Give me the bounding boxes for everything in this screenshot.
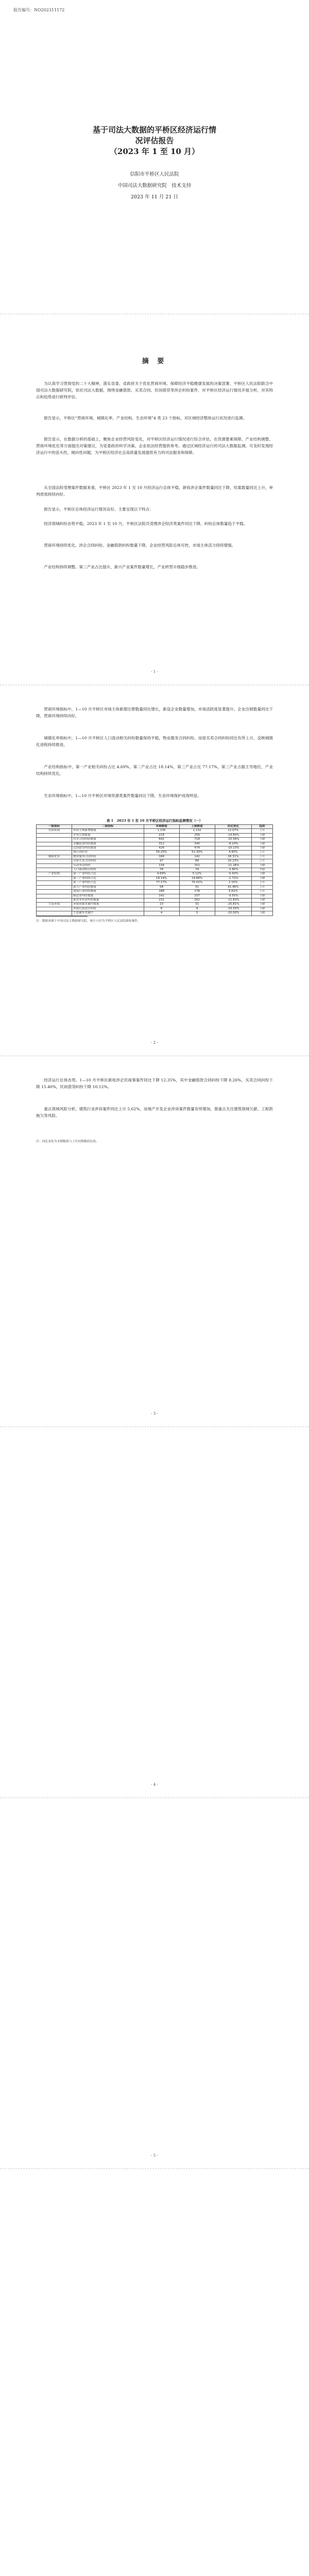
table-cell: 218 bbox=[144, 833, 179, 837]
content-page bbox=[0, 1798, 309, 2169]
content-page bbox=[0, 1427, 309, 1798]
table-row bbox=[37, 842, 273, 846]
table-cell: 231 bbox=[144, 898, 179, 902]
table-cell: 5.62% bbox=[215, 890, 251, 894]
table-cell bbox=[37, 838, 72, 842]
table-cell: 下降 bbox=[252, 907, 273, 911]
table-cell: 18.14% bbox=[144, 876, 179, 880]
table-cell: -11.83% bbox=[215, 898, 251, 902]
table-cell bbox=[37, 885, 72, 889]
table-cell: -9.55% bbox=[215, 894, 251, 898]
table-row bbox=[37, 898, 273, 902]
title-line-3: （2023 年 1 至 10 月） bbox=[109, 147, 200, 156]
table-cell: 下降 bbox=[252, 833, 273, 837]
table-row bbox=[37, 859, 273, 863]
table-row bbox=[37, 903, 273, 907]
title-line-2: 况评估报告 bbox=[135, 136, 174, 145]
table-cell: 157 bbox=[179, 894, 215, 898]
summary-page bbox=[0, 314, 309, 685]
table-row bbox=[37, 876, 273, 880]
table-cell: 第三产业纠纷占比 bbox=[72, 881, 144, 885]
page-number: - 2 - bbox=[151, 1041, 158, 1045]
table-cell: 营商环境 bbox=[37, 829, 72, 833]
table-row bbox=[37, 894, 273, 898]
body-paragraph: 生态环境指标中，1—10 月平桥区环境资源类案件数量同比下降，生态环境保护成效明显。 bbox=[44, 793, 201, 798]
table-row bbox=[37, 881, 273, 885]
body-paragraph: 产业结构指标中，第一产业相关纠纷占比 4.69%，第二产业占比 18.14%，第三产业占比 77.17%，第三产业占据主导地位，产业结构持续优化。 bbox=[36, 765, 273, 776]
table-cell bbox=[37, 876, 72, 880]
table-cell: 262 bbox=[179, 898, 215, 902]
table-cell bbox=[37, 898, 72, 902]
table-cell: 执行到位率 bbox=[72, 851, 144, 855]
summary-paragraph: 经济领域纠纷态势平稳。2023 年 1 至 10 月，平桥区法院共受理涉企经济类案件同比下降，纠纷总体数量趋于平稳。 bbox=[44, 521, 248, 526]
table-cell: 5 bbox=[179, 911, 215, 916]
table-cell: 新兴产业纠纷数量 bbox=[72, 885, 144, 889]
table-cell: 批发零售业纠纷数量 bbox=[72, 898, 144, 902]
table-cell: 75.02% bbox=[179, 881, 215, 885]
summary-paragraph: 产业结构持续调整。第三产业占比提升，新兴产业案件数量增长，产业转型升级稳步推进。 bbox=[44, 565, 200, 569]
table-cell: 12.07% bbox=[215, 829, 251, 833]
body-paragraph: 重点领域风险分析。建筑行业涉诉案件同比上升 5.62%，房地产开发企业涉诉案件数量有所增加，需重点关注建筑领域欠薪、工程款拖欠等风险。 bbox=[36, 1107, 273, 1118]
table-cell: 9 bbox=[179, 907, 215, 911]
org-court: 信阳市平桥区人民法院 bbox=[130, 172, 179, 177]
table-cell: 4.69% bbox=[144, 872, 179, 876]
table-row bbox=[37, 846, 273, 851]
org-support: 中国司法大数据研究院 技术支持 bbox=[117, 183, 192, 189]
table-cell: 下降 bbox=[252, 863, 273, 868]
table-cell: -0.43% bbox=[215, 872, 251, 876]
table-row bbox=[37, 855, 273, 859]
table-caption: 表 1 2023 年 1 至 10 月平桥区经济运行指标监测情况（一） bbox=[106, 819, 203, 823]
table-cell: -14.84% bbox=[215, 833, 251, 837]
table-cell: 168 bbox=[144, 855, 179, 859]
table-cell: 18.31% bbox=[215, 855, 251, 859]
table-row bbox=[37, 829, 273, 833]
table-cell: 41.46% bbox=[215, 885, 251, 889]
table-cell: 178 bbox=[179, 890, 215, 894]
table-cell: -10.13% bbox=[215, 846, 251, 851]
table-cell: 10.23% bbox=[215, 859, 251, 863]
table-cell: -3.80% bbox=[215, 868, 251, 872]
table-cell: 下降 bbox=[252, 876, 273, 880]
table-cell: -33.33% bbox=[215, 907, 251, 911]
table-cell: 金融借款纠纷数量 bbox=[72, 842, 144, 846]
table-cell: 142 bbox=[144, 894, 179, 898]
table-cell: 下降 bbox=[252, 838, 273, 842]
table-cell: 下降 bbox=[252, 846, 273, 851]
table-cell: 188 bbox=[144, 890, 179, 894]
table-cell bbox=[37, 894, 72, 898]
table-header-row bbox=[37, 825, 273, 829]
table-cell: 312 bbox=[144, 842, 179, 846]
table-cell bbox=[37, 859, 72, 863]
table-cell: 4 bbox=[144, 911, 179, 916]
table-cell: -10.58% bbox=[215, 838, 251, 842]
table-cell: 环境污染责任纠纷 bbox=[72, 907, 144, 911]
table-cell bbox=[37, 911, 72, 916]
table-cell: 79 bbox=[179, 868, 215, 872]
table-cell: 制造业纠纷数量 bbox=[72, 894, 144, 898]
column-header: 本期数值 bbox=[144, 825, 179, 829]
summary-paragraph: 为认真学习贯彻党的二十大精神，落实省委、省政府关于优化营商环境、保障经济平稳健康发展的决策部署，平桥区人民法院联合中国司法大数据研究院，依托司法大数据，围绕金融借款、买卖合同、民间借贷等涉企纠纷案件，对平桥区经济运行情况开展分析，对其特点和趋势进行研判评估。 bbox=[36, 381, 273, 399]
table-cell: 41 bbox=[179, 885, 215, 889]
footnote: 注：同比变化为本期数值与上年同期数值比较。 bbox=[36, 1140, 99, 1143]
body-paragraph: 经济运行总体态势。1—10 月平桥区新收涉企民商事案件同比下降 12.35%，其中金融借款合同纠纷下降 8.26%，买卖合同纠纷下降 15.40%，民间借贷纠纷下降 10.12%。 bbox=[36, 1078, 273, 1089]
table-cell: 97 bbox=[144, 859, 179, 863]
body-paragraph: 营商环境指标中，1—10 月平桥区市场主体新增注册数量同比增长，新设企业数量增加，市场活跃度显著提升。企业注销数量同比下降，营商环境持续向好。 bbox=[36, 707, 273, 718]
page-number: - 1 - bbox=[151, 670, 158, 674]
table-cell: 76 bbox=[144, 868, 179, 872]
content-page bbox=[0, 685, 309, 1056]
table-cell: 生态破坏类案件 bbox=[72, 911, 144, 916]
table-cell: 426 bbox=[144, 846, 179, 851]
table-cell: 上升 bbox=[252, 829, 273, 833]
table-cell: 58 bbox=[144, 885, 179, 889]
table-cell bbox=[37, 842, 72, 846]
table-row bbox=[37, 838, 273, 842]
table-cell: 6 bbox=[144, 907, 179, 911]
table-cell: 建筑行业纠纷数量 bbox=[72, 890, 144, 894]
report-date: 2023 年 11 月 21 日 bbox=[131, 194, 178, 200]
table-cell: 产业结构 bbox=[37, 872, 72, 876]
table-cell: 23 bbox=[144, 903, 179, 907]
table-cell: 平稳 bbox=[252, 868, 273, 872]
table-cell: 上升 bbox=[252, 890, 273, 894]
summary-paragraph: 营商环境持续优化。涉企合同纠纷、金融借款纠纷数量下降，企业经营风险总体可控，市场主体活力持续增强。 bbox=[44, 543, 236, 548]
table-cell: 下降 bbox=[252, 872, 273, 876]
table-cell bbox=[37, 846, 72, 851]
table-cell: 物业服务合同纠纷 bbox=[72, 855, 144, 859]
table-cell: 人口流动相关纠纷 bbox=[72, 868, 144, 872]
table-row bbox=[37, 872, 273, 876]
table-cell: 劳动争议纠纷 bbox=[72, 863, 144, 868]
footnote-rule bbox=[36, 916, 88, 917]
table-cell: 环境资源类案件数量 bbox=[72, 903, 144, 907]
column-header: 上期数值 bbox=[179, 825, 215, 829]
table-cell: 88 bbox=[179, 859, 215, 863]
page-number: - 3 - bbox=[151, 1412, 158, 1416]
table-row bbox=[37, 911, 273, 916]
column-header: 趋势 bbox=[252, 825, 273, 829]
table-cell: -11.26% bbox=[215, 863, 251, 868]
table-cell bbox=[37, 890, 72, 894]
table-cell: 房屋买卖合同纠纷 bbox=[72, 859, 144, 863]
table-cell bbox=[37, 881, 72, 885]
table-cell: 56.20% bbox=[144, 851, 179, 855]
table-cell: -1.72% bbox=[215, 876, 251, 880]
indicator-table bbox=[36, 824, 273, 916]
summary-heading: 摘 要 bbox=[142, 358, 167, 365]
table-cell: 134 bbox=[144, 863, 179, 868]
table-cell: 涉企合同纠纷数量 bbox=[72, 838, 144, 842]
table-cell: 340 bbox=[179, 842, 215, 846]
table-cell: 474 bbox=[179, 846, 215, 851]
table-row bbox=[37, 890, 273, 894]
table-cell: 城镇化率 bbox=[37, 855, 72, 859]
title-line-1: 基于司法大数据的平桥区经济运行情 bbox=[92, 125, 216, 134]
table-cell: 下降 bbox=[252, 842, 273, 846]
table-cell: 上升 bbox=[252, 855, 273, 859]
table-cell bbox=[37, 863, 72, 868]
table-cell: 51.30% bbox=[179, 851, 215, 855]
table-cell bbox=[37, 868, 72, 872]
table-cell: 下降 bbox=[252, 894, 273, 898]
table-cell: 第二产业纠纷占比 bbox=[72, 876, 144, 880]
table-cell: 第一产业纠纷占比 bbox=[72, 872, 144, 876]
table-cell bbox=[37, 833, 72, 837]
table-cell: 企业注销数量 bbox=[72, 833, 144, 837]
table-cell bbox=[37, 907, 72, 911]
table-cell: 1,235 bbox=[144, 829, 179, 833]
table-row bbox=[37, 907, 273, 911]
table-cell: 5.12% bbox=[179, 872, 215, 876]
summary-paragraph: 报告显示，在数据分析的基础上，聚焦企业经营风险变化，对平桥区经济运行情况进行综合评估，在资源要素保障、产业结构调整、营商环境优化等方面提出对策建议，为党委政府科学决策、企业依法经营提供参考。通过区域经济运行的司法大数据监测，可及时发现经济运行中的苗头性、倾向性问题，为平桥区经济社会高质量发展提供有力的司法服务和保障。 bbox=[36, 437, 273, 455]
table-cell: 718 bbox=[179, 838, 215, 842]
summary-paragraph: 从全国法院受理案件数据来看，平桥区 2023 年 1 至 10 月经济运行总体平稳，新收涉企案件数量同比下降，结案数量同比上升，审判质效持续向好。 bbox=[36, 485, 273, 497]
content-page bbox=[0, 1056, 309, 1427]
table-cell: -8.24% bbox=[215, 842, 251, 846]
table-cell: 下降 bbox=[252, 911, 273, 916]
column-header: 二级指标 bbox=[72, 825, 144, 829]
table-cell: 上升 bbox=[252, 881, 273, 885]
table-cell: 642 bbox=[144, 838, 179, 842]
footnote: 注：数据来源于中国司法大数据研究院，统计口径为平桥区人民法院新收案件。 bbox=[36, 920, 141, 923]
summary-paragraph: 报告显示，平桥区总体经济运行情况良好。主要呈现以下特点： bbox=[44, 507, 153, 512]
table-row bbox=[37, 885, 273, 889]
table-cell: 1,102 bbox=[179, 829, 215, 833]
table-cell: 上升 bbox=[252, 851, 273, 855]
body-paragraph: 城镇化率指标中，1—10 月平桥区人口流动相关纠纷数量保持平稳，物业服务合同纠纷、房屋买卖合同纠纷同比有所上升，反映城镇化进程持续推进。 bbox=[36, 736, 273, 747]
table-cell: 151 bbox=[179, 863, 215, 868]
table-cell: 下降 bbox=[252, 903, 273, 907]
page-number: - 4 - bbox=[151, 1783, 158, 1787]
page-number: - 5 - bbox=[151, 2154, 158, 2158]
table-row bbox=[37, 851, 273, 855]
table-cell: 2.15% bbox=[215, 881, 251, 885]
column-header: 一级指标 bbox=[37, 825, 72, 829]
table-cell: -25.81% bbox=[215, 903, 251, 907]
table-cell: 31 bbox=[179, 903, 215, 907]
table-cell: 市场主体新增数量 bbox=[72, 829, 144, 833]
table-cell: 142 bbox=[179, 855, 215, 859]
table-cell: 上升 bbox=[252, 885, 273, 889]
cover-page bbox=[0, 0, 309, 314]
table-cell: 下降 bbox=[252, 898, 273, 902]
table-row bbox=[37, 833, 273, 837]
column-header: 同比变化 bbox=[215, 825, 251, 829]
report-title bbox=[31, 125, 278, 157]
table-cell: 生态环境 bbox=[37, 903, 72, 907]
table-cell: 4.90% bbox=[215, 851, 251, 855]
table-cell: 民间借贷纠纷数量 bbox=[72, 846, 144, 851]
table-row bbox=[37, 863, 273, 868]
table-cell: 256 bbox=[179, 833, 215, 837]
table-cell: 19.86% bbox=[179, 876, 215, 880]
table-cell: 上升 bbox=[252, 859, 273, 863]
table-row bbox=[37, 868, 273, 872]
table-cell: -20.00% bbox=[215, 911, 251, 916]
table-cell bbox=[37, 851, 72, 855]
table-cell: 77.17% bbox=[144, 881, 179, 885]
report-code: 报告编号：NO202311172 bbox=[13, 8, 65, 12]
summary-paragraph: 报告显示，平桥区“营商环境、城镇化率、产业结构、生态环境”4 类 23 个指标，对区域经济整体运行状况进行监测。 bbox=[44, 416, 247, 420]
